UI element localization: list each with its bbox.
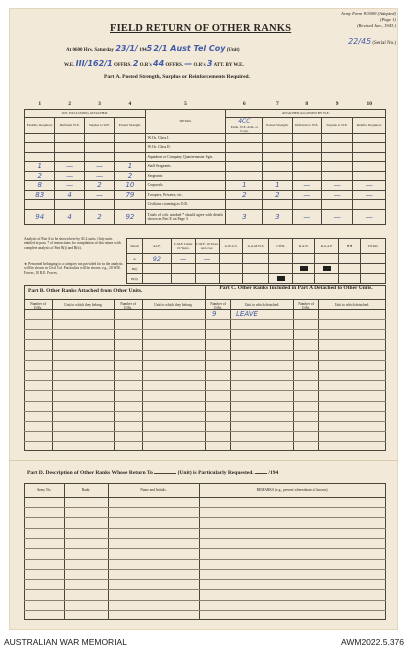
row-rule bbox=[24, 559, 386, 560]
cell-c9 bbox=[321, 143, 352, 153]
cell-c10: — bbox=[353, 190, 386, 200]
detail-label: Troopers, Privates, etc. bbox=[145, 190, 226, 200]
cell-c7: 3 bbox=[263, 209, 292, 224]
cell-c3 bbox=[84, 152, 114, 162]
cell-c2 bbox=[55, 143, 84, 153]
analysis-cell bbox=[361, 274, 386, 284]
arm-value: 4CC bbox=[238, 117, 251, 125]
group-header-we: W.E. EXCLUDING ATTACHED. bbox=[25, 109, 146, 117]
form-number: Army Form W3009 (Adapted) bbox=[341, 11, 396, 16]
we-label: W.E. bbox=[64, 63, 75, 68]
cell-c3 bbox=[84, 143, 114, 153]
cell-c7 bbox=[263, 200, 292, 210]
cell-c1: 94 bbox=[25, 209, 55, 224]
part-c-col-unit-2: Unit to which detached. bbox=[334, 303, 370, 307]
row-rule bbox=[24, 319, 386, 320]
cell-c6 bbox=[226, 152, 263, 162]
blocked-cell-marker bbox=[323, 266, 331, 271]
analysis-cell bbox=[361, 254, 386, 264]
detail-label: Civilians counting as O.R. bbox=[145, 200, 226, 210]
analysis-header-cell: A.A.M.W.S. bbox=[243, 239, 269, 254]
footer-credit: AUSTRALIAN WAR MEMORIAL bbox=[4, 637, 127, 647]
cell-c7 bbox=[263, 133, 292, 143]
col-number-7: 7 bbox=[275, 101, 279, 108]
cell-c3: — bbox=[84, 162, 114, 172]
part-d-header-remarks: REMARKS (e.g., present whereabouts if known). bbox=[256, 488, 329, 492]
part-c-col-unit: Unit to which detached. bbox=[244, 303, 280, 307]
col-number-9: 9 bbox=[335, 101, 339, 108]
row-rule bbox=[24, 548, 386, 549]
cell-c4: 1 bbox=[115, 162, 145, 172]
serial-label: (Serial No.) bbox=[372, 41, 396, 46]
cell-c3: 2 bbox=[84, 209, 114, 224]
cell-c10 bbox=[353, 162, 386, 172]
cell-c7 bbox=[263, 162, 292, 172]
cell-c4 bbox=[115, 200, 145, 210]
analysis-cell bbox=[315, 254, 339, 264]
cell-c3: 2 bbox=[84, 181, 114, 191]
ors-value: 44 bbox=[153, 59, 165, 68]
analysis-cell bbox=[243, 254, 269, 264]
analysis-header-cell: A.W.A.S. bbox=[219, 239, 243, 254]
analysis-note: Analysis of Part A to be shown here by ALL units. Only units entitled in para. 7 of instructions for compilation of this return with complete analysis of Part B(i) and B(ii). bbox=[24, 237, 121, 250]
cell-c1 bbox=[25, 133, 55, 143]
analysis-cmf-under19 bbox=[171, 274, 195, 284]
col-number-4: 4 bbox=[128, 101, 132, 108]
analysis-cmf-19over bbox=[195, 264, 219, 274]
att-label: ATT. BY W.E. bbox=[213, 63, 244, 68]
cell-c8 bbox=[292, 152, 321, 162]
cell-c3: — bbox=[84, 190, 114, 200]
cell-c10 bbox=[353, 143, 386, 153]
col-number-10: 10 bbox=[366, 101, 372, 108]
part-c-col-number: Number of O.Rs. bbox=[210, 302, 226, 310]
detail-row bbox=[25, 143, 386, 153]
detail-label: Staff Sergeants bbox=[145, 162, 226, 172]
at-label: At 0600 Hrs. Saturday bbox=[66, 48, 115, 53]
analysis-cell bbox=[361, 264, 386, 274]
cell-c6 bbox=[226, 133, 263, 143]
cell-c8: — bbox=[292, 209, 321, 224]
header-arm-corps-label: Estab. W.E. Arm. or Corps. bbox=[230, 124, 258, 133]
cell-c6 bbox=[226, 143, 263, 153]
part-d-header-army-no: Army No. bbox=[36, 488, 52, 492]
analysis-header-cell: R.A.A.F. bbox=[315, 239, 339, 254]
detail-label: W.Os. Class I. bbox=[145, 133, 226, 143]
column-rule bbox=[293, 299, 294, 451]
analysis-cell bbox=[339, 254, 361, 264]
row-rule bbox=[24, 507, 386, 508]
row-rule bbox=[24, 610, 386, 611]
cell-c1 bbox=[25, 143, 55, 153]
fold-line bbox=[9, 460, 398, 461]
analysis-cell bbox=[293, 264, 315, 274]
header-att-posted: Posted Strength. bbox=[263, 117, 292, 133]
row-rule bbox=[24, 350, 386, 351]
cell-c8 bbox=[292, 143, 321, 153]
cell-c6 bbox=[226, 162, 263, 172]
cell-c10 bbox=[353, 133, 386, 143]
analysis-cell bbox=[243, 264, 269, 274]
analysis-cell bbox=[293, 274, 315, 284]
cell-c4 bbox=[115, 133, 145, 143]
return-datetime-line bbox=[66, 44, 240, 53]
part-d-header-name: Name and Initials. bbox=[140, 488, 167, 492]
blocked-cell-marker bbox=[300, 266, 308, 271]
cell-c9: — bbox=[321, 181, 352, 191]
cell-c6: 1 bbox=[226, 181, 263, 191]
col-number-5: 5 bbox=[184, 101, 187, 108]
cell-c3 bbox=[84, 200, 114, 210]
row-rule bbox=[24, 441, 386, 442]
cell-c2: — bbox=[55, 171, 84, 181]
column-rule bbox=[318, 299, 319, 451]
cell-c7 bbox=[263, 171, 292, 181]
offrs-label: OFFRS. bbox=[113, 63, 132, 68]
part-d-title-end: (Unit) is Particularly Requested. bbox=[177, 470, 254, 476]
date-value: 23/1/ bbox=[115, 44, 138, 53]
cell-c6: 3 bbox=[226, 209, 263, 224]
header-att-deficient: Deficient to W.E. bbox=[292, 117, 321, 133]
row-rule bbox=[24, 421, 386, 422]
part-c-col-number-2: Number of O.Rs. bbox=[298, 302, 314, 310]
cell-c9 bbox=[321, 171, 352, 181]
part-a-title: Part A. Posted Strength, Surplus or Reinforcements Required. bbox=[104, 74, 250, 80]
cell-c4: 79 bbox=[115, 190, 145, 200]
cell-c1 bbox=[25, 152, 55, 162]
cell-c10 bbox=[353, 200, 386, 210]
detail-label: Corporals bbox=[145, 181, 226, 191]
analysis-header-row bbox=[127, 239, 386, 254]
cell-c10: — bbox=[353, 209, 386, 224]
cell-c2 bbox=[55, 152, 84, 162]
cell-c2: — bbox=[55, 162, 84, 172]
serial-value: 22/45 bbox=[348, 37, 372, 46]
unit-value: 2/1 Aust Tel Coy bbox=[153, 44, 226, 53]
analysis-header-cell: CIVIL bbox=[269, 239, 293, 254]
analysis-row-label: A bbox=[127, 254, 143, 264]
cell-c8: — bbox=[292, 190, 321, 200]
header-surplus: Surplus to W.E. bbox=[84, 117, 114, 133]
analysis-cell bbox=[219, 254, 243, 264]
analysis-cmf-19over: — bbox=[195, 254, 219, 264]
detail-row bbox=[25, 133, 386, 143]
part-b-col-unit-2: Unit to which they belong bbox=[154, 303, 192, 307]
row-rule bbox=[24, 528, 386, 529]
analysis-cell bbox=[243, 274, 269, 284]
part-b-title: Part B. Other Ranks Attached from Other Units. bbox=[28, 288, 143, 294]
cell-c4: 10 bbox=[115, 181, 145, 191]
analysis-header-cell: Detail bbox=[127, 239, 143, 254]
column-number-row bbox=[25, 100, 386, 109]
detail-label: Totals of cols. marked * should agree with details shown in Part E on Page 3 bbox=[145, 209, 226, 224]
analysis-cell bbox=[293, 254, 315, 264]
part-d-header-rule bbox=[24, 497, 386, 498]
cell-c9: — bbox=[321, 190, 352, 200]
cell-c9: — bbox=[321, 209, 352, 224]
col-number-3: 3 bbox=[98, 101, 101, 108]
analysis-header-cell: A.I.F. bbox=[142, 239, 171, 254]
analysis-rows bbox=[127, 254, 386, 284]
unit-label: (Unit) bbox=[226, 48, 240, 53]
page-title: FIELD RETURN OF OTHER RANKS bbox=[110, 23, 292, 34]
column-rule bbox=[230, 299, 231, 451]
cell-c9 bbox=[321, 152, 352, 162]
year-value: 5 bbox=[146, 44, 153, 53]
column-header-rule bbox=[24, 309, 386, 310]
part-d-title bbox=[27, 470, 278, 476]
col-number-6: 6 bbox=[242, 101, 246, 108]
cell-c8 bbox=[292, 133, 321, 143]
cell-c9 bbox=[321, 133, 352, 143]
header-establis-required: Establis. Required. bbox=[25, 117, 55, 133]
detail-row bbox=[25, 209, 386, 224]
analysis-cell bbox=[315, 264, 339, 274]
ors-att-value: 3 bbox=[206, 59, 213, 68]
analysis-cell bbox=[339, 264, 361, 274]
analysis-cell bbox=[315, 274, 339, 284]
part-bc-title-rule bbox=[24, 299, 386, 300]
analysis-cell bbox=[219, 274, 243, 284]
analysis-cell bbox=[269, 264, 293, 274]
part-d-unit-blank bbox=[154, 473, 176, 474]
analysis-cmf-under19: — bbox=[171, 254, 195, 264]
col-number-8: 8 bbox=[305, 101, 309, 108]
cell-c6 bbox=[226, 171, 263, 181]
part-c-entry-unit: LEAVE bbox=[236, 310, 258, 318]
cell-c1: 1 bbox=[25, 162, 55, 172]
analysis-header-cell: TOTAL bbox=[361, 239, 386, 254]
cell-c6: 2 bbox=[226, 190, 263, 200]
cell-c4: 92 bbox=[115, 209, 145, 224]
analysis-aif: 92 bbox=[142, 254, 171, 264]
part-d-date-blank bbox=[255, 473, 267, 474]
detail-row bbox=[25, 171, 386, 181]
cell-c9 bbox=[321, 200, 352, 210]
establishment-line bbox=[64, 59, 244, 68]
analysis-header-cell: R.A.N. bbox=[293, 239, 315, 254]
cell-c10 bbox=[353, 152, 386, 162]
row-rule bbox=[24, 517, 386, 518]
group-header-row bbox=[25, 109, 386, 117]
analysis-row-label: B(ii) bbox=[127, 274, 143, 284]
detail-label: W.Os. Class II. bbox=[145, 143, 226, 153]
part-b-col-number-2: Number of O.Rs. bbox=[120, 302, 136, 310]
cell-c8: — bbox=[292, 181, 321, 191]
analysis-header-cell: ★★ bbox=[339, 239, 361, 254]
serial-number bbox=[348, 37, 396, 46]
analysis-row-label: B(i) bbox=[127, 264, 143, 274]
cell-c7: 2 bbox=[263, 190, 292, 200]
footer-accession: AWM2022.5.376 bbox=[341, 637, 404, 647]
row-rule bbox=[24, 589, 386, 590]
cell-c7 bbox=[263, 143, 292, 153]
part-c-entry-number: 9 bbox=[212, 310, 217, 318]
cell-c4 bbox=[115, 143, 145, 153]
header-att-reinfts: Reinfts. Required. bbox=[353, 117, 386, 133]
cell-c3 bbox=[84, 133, 114, 143]
row-rule bbox=[24, 579, 386, 580]
cell-c2: — bbox=[55, 181, 84, 191]
part-d-date-tail: /194 bbox=[268, 470, 279, 476]
header-posted-strength: Posted Strength. bbox=[115, 117, 145, 133]
detail-header: DETAIL bbox=[145, 109, 226, 133]
column-rule bbox=[114, 299, 115, 451]
blocked-cell-marker bbox=[277, 276, 285, 281]
col-number-1: 1 bbox=[38, 101, 42, 108]
analysis-cell bbox=[269, 254, 293, 264]
column-rule bbox=[52, 299, 53, 451]
detail-label: Sergeants bbox=[145, 171, 226, 181]
analysis-header-cell: C.M.F. Under 19 Years. bbox=[171, 239, 195, 254]
detail-row bbox=[25, 181, 386, 191]
cell-c6 bbox=[226, 200, 263, 210]
analysis-cell bbox=[269, 274, 293, 284]
page-number: (Page 1) bbox=[380, 17, 396, 22]
row-rule bbox=[24, 569, 386, 570]
cell-c1: 2 bbox=[25, 171, 55, 181]
we-value: III/162/1 bbox=[75, 59, 113, 68]
cell-c7 bbox=[263, 152, 292, 162]
offrs-att-label: OFFRS. bbox=[165, 63, 184, 68]
cell-c2 bbox=[55, 200, 84, 210]
detail-row bbox=[25, 200, 386, 210]
cell-c3: — bbox=[84, 171, 114, 181]
analysis-row bbox=[127, 274, 386, 284]
row-rule bbox=[24, 339, 386, 340]
year-label: 194 bbox=[139, 48, 147, 53]
cell-c7: 1 bbox=[263, 181, 292, 191]
cell-c10: — bbox=[353, 181, 386, 191]
analysis-table bbox=[126, 238, 386, 284]
cell-c1 bbox=[25, 200, 55, 210]
column-rule bbox=[142, 299, 143, 451]
cell-c2 bbox=[55, 133, 84, 143]
part-b-col-number: Number of O.Rs. bbox=[30, 302, 46, 310]
col-number-2: 2 bbox=[68, 101, 71, 108]
cell-c1: 83 bbox=[25, 190, 55, 200]
row-rule bbox=[24, 390, 386, 391]
analysis-aif bbox=[142, 274, 171, 284]
analysis-row bbox=[127, 254, 386, 264]
group-header-attached: ATTACHED ALLOWED BY W.E. bbox=[226, 109, 386, 117]
row-rule bbox=[24, 401, 386, 402]
row-rule bbox=[24, 411, 386, 412]
cell-c1: 8 bbox=[25, 181, 55, 191]
detail-row bbox=[25, 162, 386, 172]
analysis-cell bbox=[219, 264, 243, 274]
row-rule bbox=[24, 431, 386, 432]
row-rule bbox=[24, 600, 386, 601]
cell-c10 bbox=[353, 171, 386, 181]
offrs-att-value: — bbox=[184, 59, 193, 68]
detail-label: Squadron or Company Quartermaster Sgts. bbox=[145, 152, 226, 162]
form-reference bbox=[341, 11, 396, 29]
analysis-cell bbox=[339, 274, 361, 284]
header-att-surplus: Surplus to W.E. bbox=[321, 117, 352, 133]
cell-c2: 4 bbox=[55, 190, 84, 200]
row-rule bbox=[24, 329, 386, 330]
cell-c4 bbox=[115, 152, 145, 162]
analysis-row bbox=[127, 264, 386, 274]
row-rule bbox=[24, 380, 386, 381]
analysis-cmf-19over bbox=[195, 274, 219, 284]
detail-rows bbox=[25, 133, 386, 224]
analysis-note-2: ★ Personnel belonging to a category not provided for in the analysis will be shown in Civil Col. Particulars will be shown, e.g., 20 W.R. Forces, 10 R.E. Forces. bbox=[24, 262, 123, 275]
part-c-title: Part C. Other Ranks Included in Part A Detached to Other Units. bbox=[219, 285, 373, 291]
header-arm-corps bbox=[226, 117, 263, 133]
cell-c8 bbox=[292, 171, 321, 181]
revision-date: (Revised Jan., 1943.) bbox=[357, 23, 396, 28]
analysis-header-cell: C.M.F. 19 Years and over. bbox=[195, 239, 219, 254]
ors-label: O.R's bbox=[139, 63, 152, 68]
cell-c9 bbox=[321, 162, 352, 172]
detail-row bbox=[25, 190, 386, 200]
detail-row bbox=[25, 152, 386, 162]
row-rule bbox=[24, 370, 386, 371]
analysis-aif bbox=[142, 264, 171, 274]
offrs-value: 2 bbox=[132, 59, 139, 68]
part-d-header-rank: Rank. bbox=[81, 488, 91, 492]
cell-c8 bbox=[292, 162, 321, 172]
ors-att-label: O.R's bbox=[193, 63, 206, 68]
part-b-col-unit: Unit to which they belong bbox=[64, 303, 102, 307]
cell-c4: 2 bbox=[115, 171, 145, 181]
cell-c2: 4 bbox=[55, 209, 84, 224]
part-d-title-start: Part D. Description of Other Ranks Whose Return To bbox=[27, 470, 153, 476]
row-rule bbox=[24, 538, 386, 539]
analysis-cmf-under19 bbox=[171, 264, 195, 274]
part-a-table bbox=[24, 100, 386, 225]
header-deficient: Deficient W.E. bbox=[55, 117, 84, 133]
row-rule bbox=[24, 360, 386, 361]
cell-c8 bbox=[292, 200, 321, 210]
